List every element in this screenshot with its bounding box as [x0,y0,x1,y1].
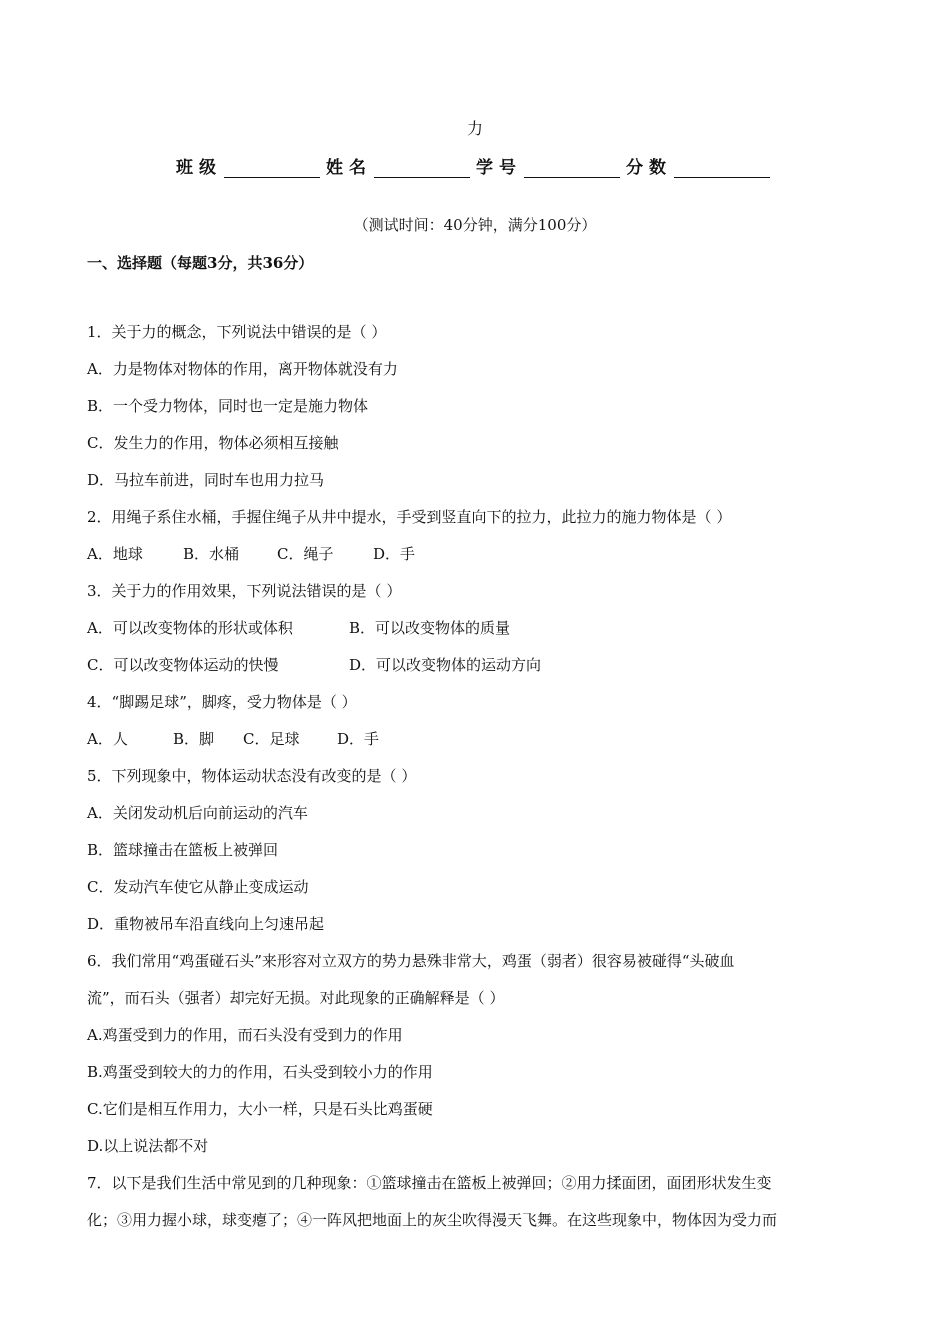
student-id-field [476,153,622,178]
q3-options-row1 [87,618,510,638]
name-blank [374,155,470,178]
q6-stem-line2: 流”，而石头（强者）却完好无损。对此现象的正确解释是（ ） [87,989,505,1007]
name-field [326,153,472,178]
q6-option-c: C.它们是相互作用力，大小一样，只是石头比鸡蛋硬 [87,1100,433,1118]
score-blank [674,155,770,178]
score-label: 分数 [626,158,672,178]
q2-option-c: C．绳子 [277,545,334,563]
q3-option-b: B．可以改变物体的质量 [349,619,511,637]
q4-options [87,729,379,749]
q1-option-b: B．一个受力物体，同时也一定是施力物体 [87,397,369,415]
q2-options [87,544,415,564]
q3-option-d: D．可以改变物体的运动方向 [349,656,542,674]
q6-option-a: A.鸡蛋受到力的作用，而石头没有受到力的作用 [87,1026,403,1044]
q5-option-d: D．重物被吊车沿直线向上匀速吊起 [87,915,325,933]
q7-stem-line1: 7．以下是我们生活中常见到的几种现象：①篮球撞击在篮板上被弹回；②用力揉面团，面团形状发生变 [87,1174,772,1192]
section-title: 一、选择题（每题3分，共36分） [87,254,314,272]
student-info-row [176,150,796,178]
q1-option-d: D．马拉车前进，同时车也用力拉马 [87,471,325,489]
q6-stem-line1: 6．我们常用“鸡蛋碰石头”来形容对立双方的势力悬殊非常大，鸡蛋（弱者）很容易被碰得“头破血 [87,952,735,970]
q2-option-d: D．手 [373,545,416,563]
q2-option-b: B．水桶 [183,545,240,563]
class-label: 班级 [176,158,222,178]
q5-option-c: C．发动汽车使它从静止变成运动 [87,878,309,896]
q6-option-d: D.以上说法都不对 [87,1137,209,1155]
q5-option-b: B．篮球撞击在篮板上被弹回 [87,841,279,859]
q1-stem: 1．关于力的概念，下列说法中错误的是（ ） [87,323,387,341]
q3-option-c: C．可以改变物体运动的快慢 [87,656,279,674]
student-id-label: 学号 [476,158,522,178]
q2-stem: 2．用绳子系住水桶，手握住绳子从井中提水，手受到竖直向下的拉力，此拉力的施力物体是（ ） [87,508,732,526]
score-field [626,153,772,178]
q7-stem-line2: 化；③用力握小球，球变瘪了；④一阵风把地面上的灰尘吹得漫天飞舞。在这些现象中，物体因为受力而 [87,1211,778,1229]
class-blank [224,155,320,178]
q1-option-c: C．发生力的作用，物体必须相互接触 [87,434,339,452]
q2-option-a: A．地球 [87,545,143,563]
q4-option-b: B．脚 [173,730,215,748]
q4-stem: 4．“脚踢足球”，脚疼，受力物体是（ ） [87,693,357,711]
student-id-blank [524,155,620,178]
q4-option-a: A．人 [87,730,128,748]
q4-option-d: D．手 [337,730,380,748]
q3-stem: 3．关于力的作用效果，下列说法错误的是（ ） [87,582,402,600]
q4-option-c: C．足球 [243,730,300,748]
name-label: 姓名 [326,158,372,178]
page-title: 力 [466,119,483,138]
q3-options-row2 [87,655,541,675]
test-info: （测试时间：40分钟，满分100分） [353,216,597,234]
q5-option-a: A．关闭发动机后向前运动的汽车 [87,804,308,822]
q6-option-b: B.鸡蛋受到较大的力的作用，石头受到较小力的作用 [87,1063,433,1081]
class-field [176,153,322,178]
q1-option-a: A．力是物体对物体的作用，离开物体就没有力 [87,360,398,378]
q3-option-a: A．可以改变物体的形状或体积 [87,619,293,637]
q5-stem: 5．下列现象中，物体运动状态没有改变的是（ ） [87,767,417,785]
